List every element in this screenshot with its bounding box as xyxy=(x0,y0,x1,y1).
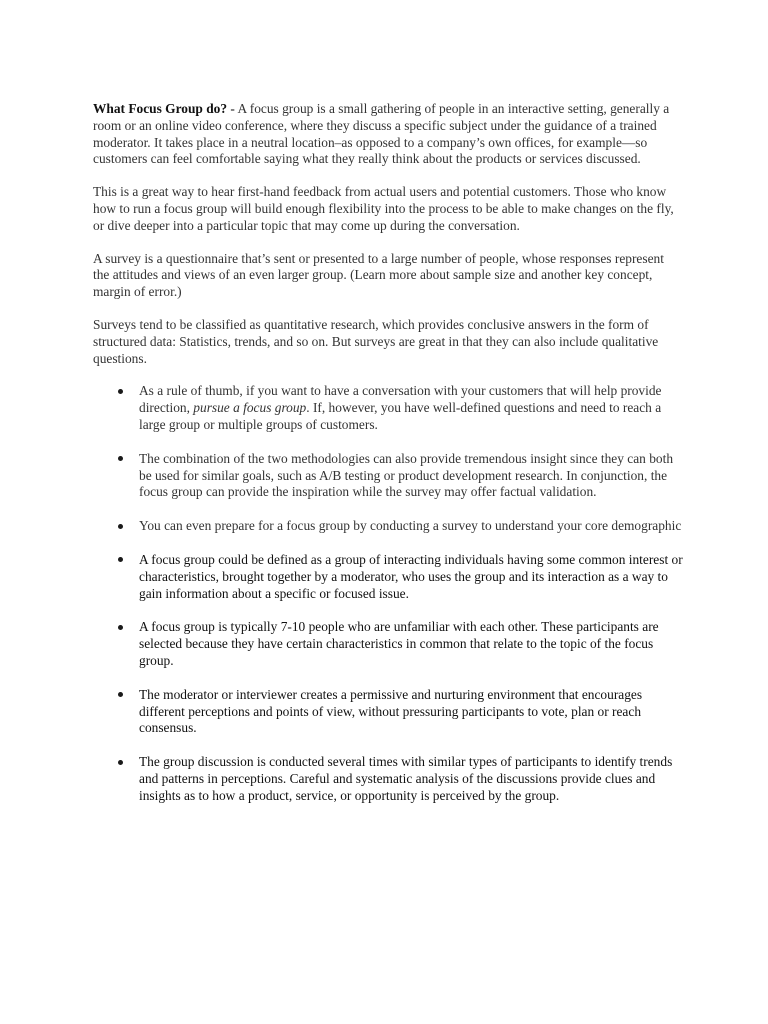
bullet-icon xyxy=(115,383,125,400)
bullet-icon xyxy=(115,687,125,704)
paragraph-feedback: This is a great way to hear first-hand feedback from actual users and potential customers. Those who know how to run a focus group will build enough flexibility into the process to be able to make changes on the fly, or dive deeper into a particular topic that may come up during the conversation. xyxy=(93,184,674,233)
paragraph-quantitative: Surveys tend to be classified as quantitative research, which provides conclusive answers in the form of structured data: Statistics, trends, and so on. But surveys are great in that they can also include qualitative questions. xyxy=(93,316,659,366)
bullet-icon xyxy=(115,619,125,636)
paragraph-survey-definition: A survey is a questionnaire that’s sent or presented to a large number of people, whose responses represent the attitudes and views of an even larger group. (Learn more about sample size and another key concept, margin of error.) xyxy=(93,250,664,300)
list-item xyxy=(93,619,683,669)
list-item xyxy=(93,451,683,501)
bullet-text: The group discussion is conducted several times with similar types of participants to identify trends and patterns in perceptions. Careful and systematic analysis of the discussions provide clues and insights as to how a product, service, or opportunity is perceived by the group. xyxy=(139,754,673,803)
bullet-text: The combination of the two methodologies can also provide tremendous insight since they can both be used for similar goals, such as A/B testing or product development research. In conjunction, the focus group can provide the inspiration while the survey may offer factual validation. xyxy=(139,450,674,500)
list-item xyxy=(93,687,683,737)
list-item xyxy=(93,518,683,535)
intro-paragraph xyxy=(93,101,683,168)
bullet-text: As a rule of thumb, if you want to have a conversation with your customers that will help provide direction, xyxy=(139,383,662,416)
document-page xyxy=(93,101,683,822)
intro-separator: - xyxy=(227,101,238,116)
bullet-emphasis: pursue a focus group xyxy=(193,400,307,416)
bullet-text: A focus group could be defined as a group of interacting individuals having some common interest or characteristics, brought together by a moderator, who uses the group and its interaction as a way to gain information about a specific or focused issue. xyxy=(139,551,683,601)
list-item xyxy=(93,754,683,804)
bullet-icon xyxy=(115,451,125,468)
intro-text: A focus group is a small gathering of people in an interactive setting, generally a room or an online video conference, where they discuss a specific subject under the guidance of a trained moderator. It takes place in a neutral location–as opposed to a company’s own offices, for example—so customers can feel comfortable saying what they really think about the products or services discussed. xyxy=(93,101,670,167)
bullet-text: A focus group is typically 7-10 people who are unfamiliar with each other. These participants are selected because they have certain characteristics in common that relate to the topic of the focus group. xyxy=(139,619,659,668)
bullet-icon xyxy=(115,552,125,569)
bullet-icon xyxy=(115,518,125,535)
list-item xyxy=(93,383,683,433)
intro-heading: What Focus Group do? xyxy=(93,101,228,116)
list-item xyxy=(93,552,683,602)
bullet-icon xyxy=(115,754,125,771)
bullet-text: The moderator or interviewer creates a permissive and nurturing environment that encourages different perceptions and points of view, without pressuring participants to vote, plan or reach consensus. xyxy=(139,686,643,736)
bullet-list xyxy=(93,383,683,804)
bullet-text: You can even prepare for a focus group by conducting a survey to understand your core demographic xyxy=(139,518,682,534)
bullet-text-after: . If, however, you have well-defined questions and need to reach a large group or multiple groups of customers. xyxy=(139,400,662,432)
